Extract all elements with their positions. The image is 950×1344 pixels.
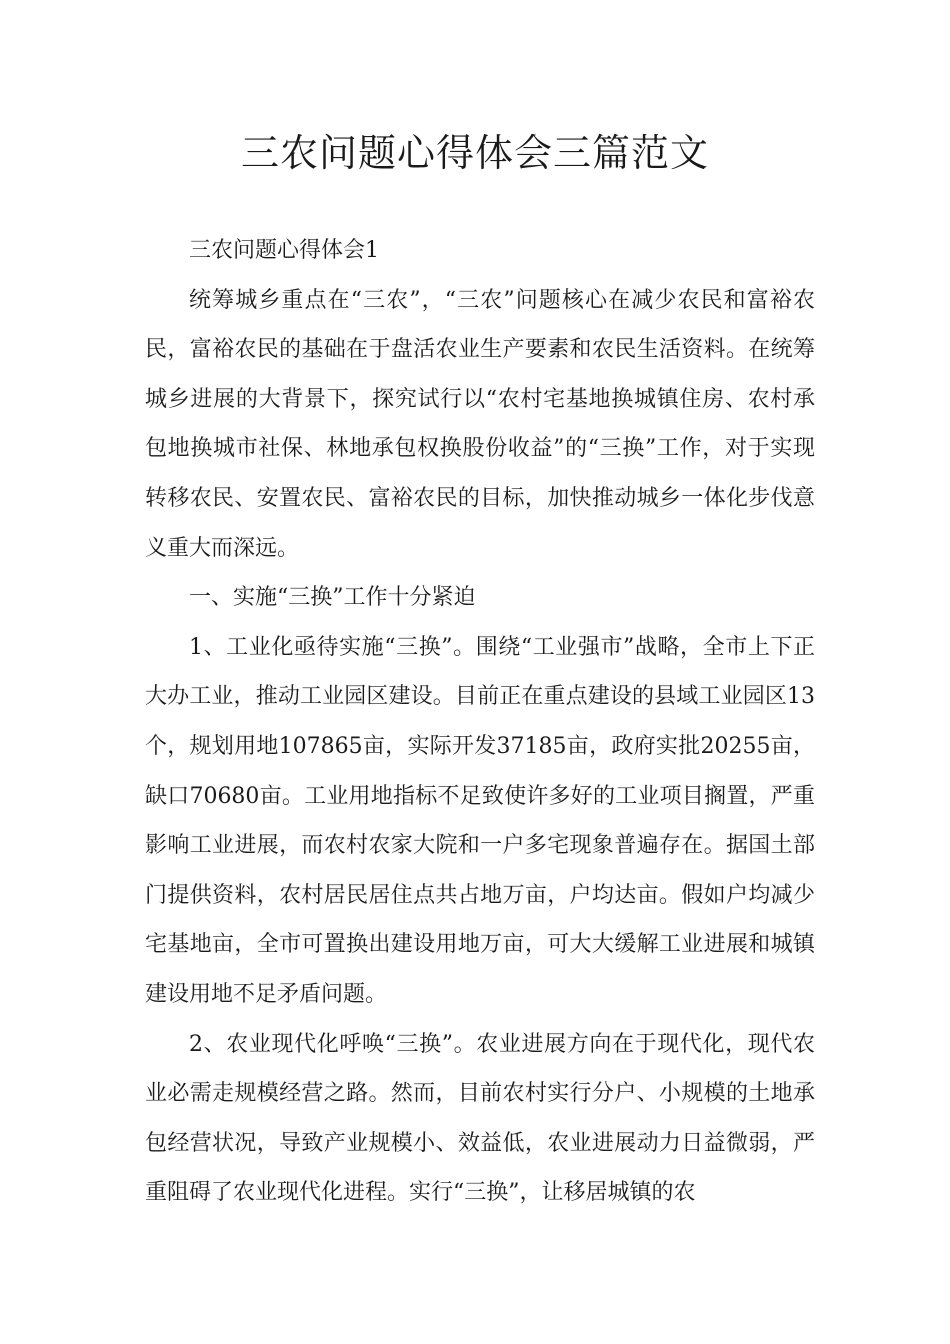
section-heading-1: 三农问题心得体会1 <box>189 238 379 263</box>
paragraph-intro: 统筹城乡重点在“三农”，“三农”问题核心在减少农民和富裕农民，富裕农民的基础在于盘活农业生产要素和农民生活资料。在统筹城乡进展的大背景下，探究试行以“农村宅基地换城镇住房、农村承包地换城市社保、林地承包权换股份收益”的“三换”工作，对于实现转移农民、安置农民、富裕农民的目标，加快推动城乡一体化步伐意义重大而深远。 <box>145 287 815 561</box>
section-heading-urgent: 一、实施“三换”工作十分紧迫 <box>189 585 476 611</box>
paragraph-agriculture-modernization: 2、农业现代化呼唤“三换”。农业进展方向在于现代化，现代农业必需走规模经营之路。然而，目前农村实行分户、小规模的土地承包经营状况，导致产业规模小、效益低，农业进展动力日益微弱，严重阻碍了农业现代化进程。实行“三换”，让移居城镇的农 <box>145 1031 815 1206</box>
document-body <box>145 226 815 1218</box>
document-title: 三农问题心得体会三篇范文 <box>240 131 709 175</box>
paragraph-industrialization: 1、工业化亟待实施“三换”。围绕“工业强市”战略，全市上下正大办工业，推动工业园区建设。目前正在重点建设的县域工业园区13个，规划用地107865亩，实际开发37185亩，政府实批20255亩，缺口70680亩。工业用地指标不足致使许多好的工业项目搁置，严重影响工业进展，而农村农家大院和一户多宅现象普遍存在。据国土部门提供资料，农村居民居住点共占地万亩，户均达亩。假如户均减少宅基地亩，全市可置换出建设用地万亩，可大大缓解工业进展和城镇建设用地不足矛盾问题。 <box>145 634 815 1007</box>
